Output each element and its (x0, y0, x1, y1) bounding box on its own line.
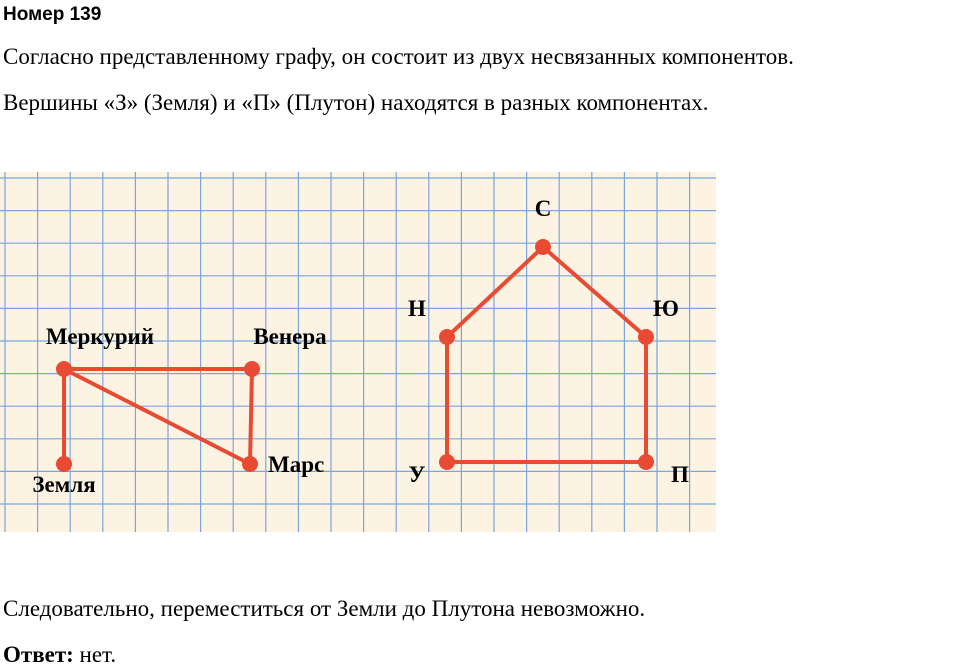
vertex-label-s: С (534, 196, 552, 221)
edge-venera-mars (250, 369, 252, 464)
vertex-label-mars: Марс (268, 452, 325, 477)
vertex-zemlya (56, 456, 72, 472)
vertex-n (439, 329, 455, 345)
vertex-label-yu: Ю (653, 296, 679, 321)
vertex-mars (242, 456, 258, 472)
vertex-label-zemlya: Земля (32, 472, 96, 497)
vertex-u (439, 454, 455, 470)
vertex-label-merkuriy: Меркурий (45, 324, 155, 349)
paragraph-1: Согласно представленному графу, он состоит из двух несвязанных компонентов. (3, 44, 794, 69)
vertex-p (638, 454, 654, 470)
vertex-s (535, 239, 551, 255)
vertex-yu (638, 329, 654, 345)
figure-background (0, 172, 716, 532)
paragraph-3: Следовательно, переместиться от Земли до Плутона невозможно. (3, 596, 646, 621)
paragraph-2: Вершины «З» (Земля) и «П» (Плутон) находятся в разных компонентах. (3, 90, 709, 115)
answer-label: Ответ: (3, 642, 74, 667)
vertex-label-u: У (408, 462, 426, 487)
vertex-venera (244, 361, 260, 377)
page-title: Номер 139 (3, 4, 102, 25)
answer-value: нет. (73, 642, 117, 667)
vertex-label-venera: Венера (253, 324, 327, 349)
graph-figure (0, 172, 716, 532)
vertex-merkuriy (56, 361, 72, 377)
answer-line (3, 642, 116, 668)
vertex-label-n: Н (408, 296, 426, 321)
vertex-label-p: П (671, 462, 689, 487)
